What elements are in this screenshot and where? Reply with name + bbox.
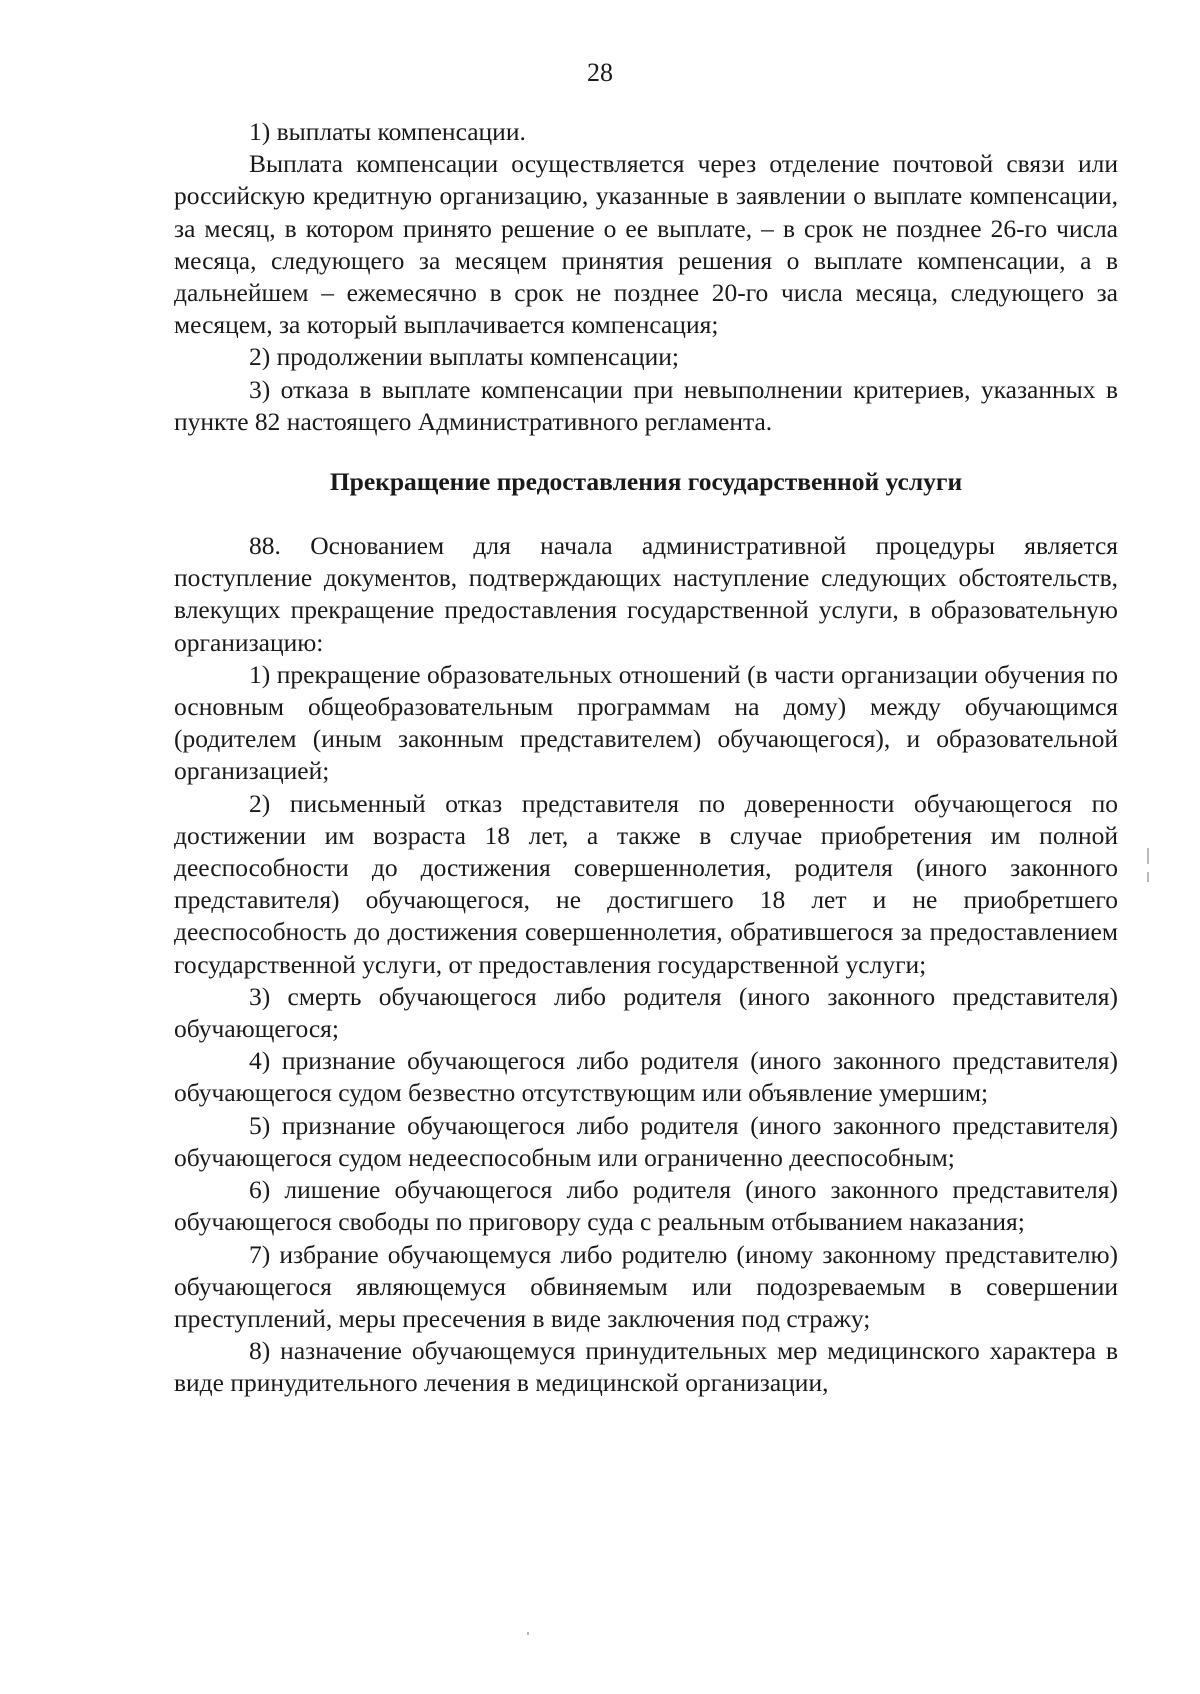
page-number: 28 [587,58,613,87]
list-item: 8) назначение обучающемуся принудительных мер медицинского характера в виде принудительного лечения в медицинской организации, [174,1336,1118,1398]
list-item: 2) письменный отказ представителя по доверенности обучающегося по достижении им возраста 18 лет, а также в случае приобретения им полной дееспособности до достижения совершеннолетия, родителя (иного законного представителя) обучающегося, не достигшего 18 лет и не приобретшего дееспособность до достижения совершеннолетия, обратившегося за предоставлением государственной услуги, от предоставления государственной услуги; [174,788,1118,979]
scan-artifact [527,1632,529,1635]
paragraph: 2) продолжении выплаты компенсации; [249,342,679,372]
scan-artifact [1147,872,1149,882]
list-item: 6) лишение обучающегося либо родителя (иного законного представителя) обучающегося свободы по приговору суда с реальным отбыванием наказания; [174,1175,1118,1237]
list-item: 3) смерть обучающегося либо родителя (иного законного представителя) обучающегося; [174,981,1118,1044]
paragraph: 3) отказа в выплате компенсации при невыполнении критериев, указанных в пункте 82 настоящего Административного регламента. [174,374,1118,436]
list-item: 7) избрание обучающемуся либо родителю (иному законному представителю) обучающегося являющемуся обвиняемым или подозреваемым в совершении преступлений, меры пресечения в виде заключения под стражу; [174,1239,1118,1333]
spacer [174,438,1118,466]
paragraph: 88. Основанием для начала административной процедуры является поступление документов, подтверждающих наступление следующих обстоятельств, влекущих прекращение предоставления государственной услуги, в образовательную организацию: [174,531,1118,657]
paragraph: Выплата компенсации осуществляется через отделение почтовой связи или российскую кредитную организацию, указанные в заявлении о выплате компенсации, за месяц, в котором принято решение о ее выплате, – в срок не позднее 26-го числа месяца, следующего за месяцем принятия решения о выплате компенсации, а в дальнейшем – ежемесячно в срок не позднее 20-го числа месяца, следующего за месяцем, за который выплачивается компенсация; [174,149,1118,340]
document-body [174,116,1118,1400]
section-heading: Прекращение предоставления государственной услуги [329,467,963,497]
scan-artifact [1147,848,1149,864]
list-item: 5) признание обучающегося либо родителя (иного законного представителя) обучающегося судом недееспособным или ограниченно дееспособным; [174,1110,1118,1172]
spacer [174,498,1118,530]
paragraph: 1) выплаты компенсации. [249,117,526,146]
list-item: 4) признание обучающегося либо родителя (иного законного представителя) обучающегося судом безвестно отсутствующим или объявление умершим; [174,1046,1118,1108]
list-item: 1) прекращение образовательных отношений (в части организации обучения по основным общеобразовательным программам на дому) между обучающимся (родителем (иным законным представителем) обучающегося), и образовательной организацией; [174,659,1118,786]
